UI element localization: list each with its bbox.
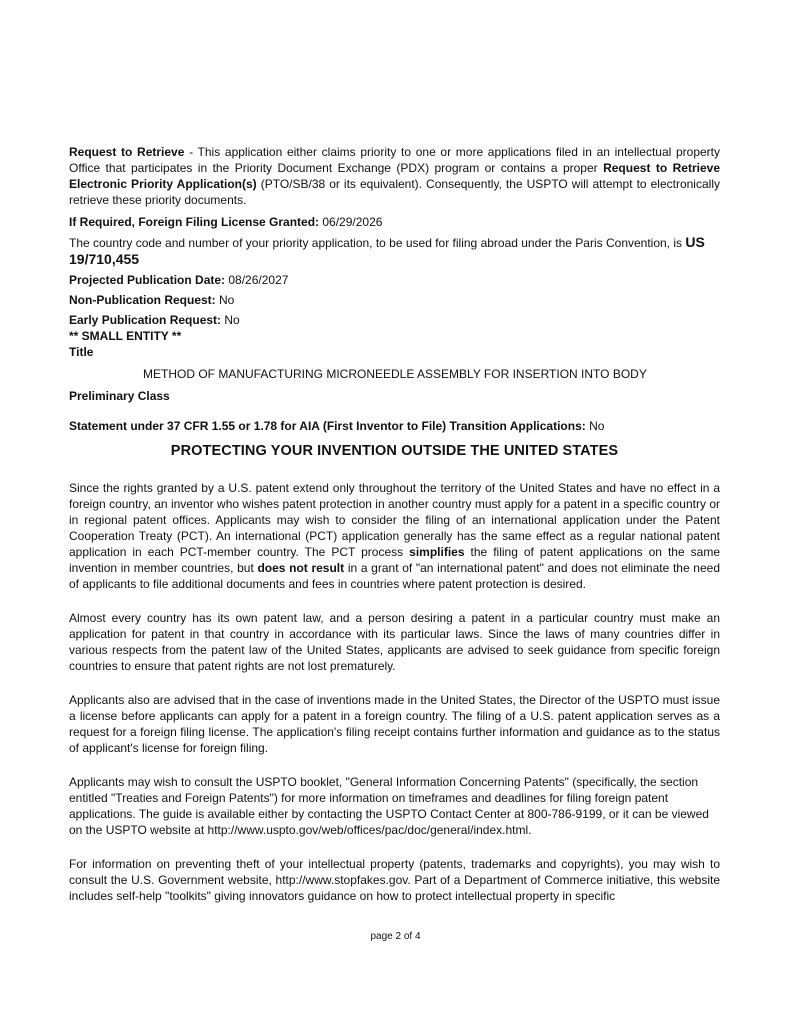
paragraph-pct-text-1: Since the rights granted by a U.S. patent extend only throughout the territory of the United States and have no effect in a foreign country, an inventor who wishes patent protection in another country must apply for a patent in a specific country or in regional patent offices. Applicants may wish to consider the filing of an international application under the Patent Cooperation Treaty (PCT). An international (PCT) application generally has the same effect as a regular national patent application in each PCT-member country. The PCT process [69, 481, 720, 559]
request-to-retrieve-label: Request to Retrieve [69, 145, 185, 159]
paragraph-patent-law: Almost every country has its own patent law, and a person desiring a patent in a particular country must make an application for patent in that country in accordance with its particular laws. Since the laws of many countries differ in various respects from the patent law of the United States, applicants are advised to seek guidance from specific foreign countries to ensure that patent rights are not lost prematurely. [69, 611, 720, 673]
paragraph-pct-bold-does-not-result: does not result [257, 561, 345, 575]
projected-publication-date-label: Projected Publication Date: [69, 273, 226, 287]
foreign-filing-license [69, 214, 720, 230]
section-heading: PROTECTING YOUR INVENTION OUTSIDE THE UNITED STATES [170, 443, 619, 459]
paragraph-pct-bold-simplifies: simplifies [409, 545, 465, 559]
early-publication-request-value: No [221, 313, 240, 327]
paragraph-pct-text-2: the filing of patent applications on the same invention in member countries, but [69, 545, 721, 575]
paragraph-uspto-booklet: Applicants may wish to consult the USPTO booklet, "General Information Concerning Patents" (specifically, the section entitled "Treaties and Foreign Patents") for more information on timeframes and deadlines for filing foreign patent applications. The guide is available either by contacting the USPTO Contact Center at 800-786-9199, or it can be viewed on the USPTO website at http://www.uspto.gov/web/offices/pac/doc/general/index.html. [69, 775, 709, 837]
aia-statement [69, 418, 720, 434]
foreign-filing-license-label: If Required, Foreign Filing License Granted: [69, 215, 320, 229]
title-label [69, 344, 720, 360]
non-publication-request [69, 292, 720, 308]
small-entity-label: ** SMALL ENTITY ** [69, 329, 182, 343]
preliminary-class [69, 388, 720, 404]
document-content [69, 144, 720, 904]
early-publication-request-label: Early Publication Request: [69, 313, 222, 327]
paragraph-stopfakes: For information on preventing theft of your intellectual property (patents, trademarks and copyrights), you may wish to consult the U.S. Government website, http://www.stopfakes.gov. Part of a Department of Commerce initiative, this website includes self-help "toolkits" giving innovators guidance on how to protect intellectual property in specific [69, 857, 720, 903]
priority-application-number: US 19/710,455 [69, 234, 705, 267]
invention-title: METHOD OF MANUFACTURING MICRONEEDLE ASSEMBLY FOR INSERTION INTO BODY [143, 367, 647, 381]
title-label-text: Title [69, 345, 94, 359]
country-code-paragraph [69, 234, 720, 268]
non-publication-request-value: No [215, 293, 235, 307]
paragraph-pct-text-3: in a grant of "an international patent" and does not eliminate the need of applicants to file additional documents and fees in countries where patent protection is desired. [69, 561, 720, 591]
page-number: page 2 of 4 [370, 931, 421, 942]
request-to-retrieve-bold: Request to Retrieve Electronic Priority Application(s) [69, 161, 720, 191]
request-to-retrieve-text: - This application either claims priority to one or more applications filed in an intellectual property Office that participates in the Priority Document Exchange (PDX) program or contains a proper [69, 145, 721, 175]
projected-publication-date [69, 272, 720, 288]
country-code-text: The country code and number of your priority application, to be used for filing abroad under the Paris Convention, is [69, 236, 686, 250]
projected-publication-date-value: 08/26/2027 [225, 273, 289, 287]
early-publication-request [69, 312, 720, 328]
request-to-retrieve-text-2: (PTO/SB/38 or its equivalent). Consequently, the USPTO will attempt to electronically retrieve these priority documents. [69, 177, 720, 207]
paragraph-foreign-license: Applicants also are advised that in the case of inventions made in the United States, the Director of the USPTO must issue a license before applicants can apply for a patent in a foreign country. The filing of a U.S. patent application serves as a request for a foreign filing license. The application's filing receipt contains further information and guidance as to the status of applicant's license for foreign filing. [69, 693, 720, 755]
paragraph-pct [69, 480, 720, 592]
aia-statement-label: Statement under 37 CFR 1.55 or 1.78 for AIA (First Inventor to File) Transition Applications: [69, 419, 586, 433]
foreign-filing-license-value: 06/29/2026 [319, 215, 383, 229]
small-entity [69, 328, 720, 344]
request-to-retrieve-paragraph [69, 144, 720, 208]
preliminary-class-label: Preliminary Class [69, 389, 170, 403]
non-publication-request-label: Non-Publication Request: [69, 293, 216, 307]
aia-statement-value: No [585, 419, 605, 433]
